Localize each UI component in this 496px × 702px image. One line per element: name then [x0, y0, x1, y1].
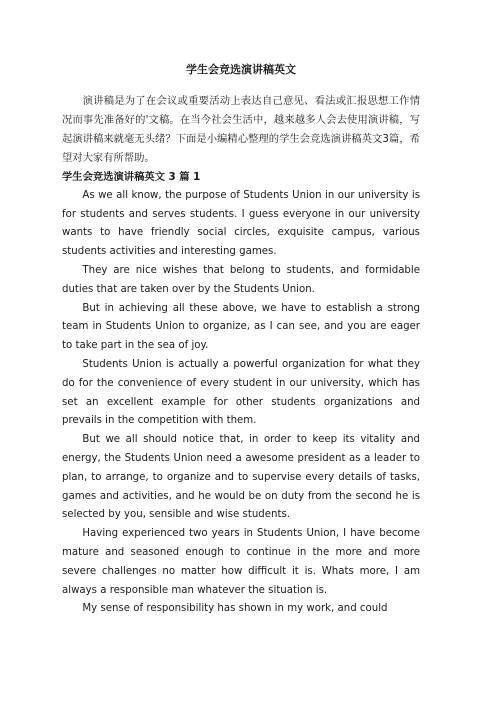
- body-paragraph: Having experienced two years in Students Union, I have become mature and seasoned enough to continue in the more and more severe challenges no matter how difficult it is. Whats more, I am always a responsible man whatever the situation is.: [62, 528, 420, 596]
- body-paragraph: They are nice wishes that belong to students, and formidable duties that are taken over by the Students Union.: [62, 264, 420, 295]
- body-paragraph: But in achieving all these above, we have to establish a strong team in Students Union to organize, as I can see, and you are eager to take part in the sea of joy.: [62, 302, 420, 352]
- body-paragraph: My sense of responsibility has shown in my work, and could: [82, 603, 388, 615]
- body-paragraph: But we all should notice that, in order to keep its vitality and energy, the Students Union need a awesome president as a leader to plan, to arrange, to organize and to supervise every details of tasks, games and activities, and he would be on duty from the second he is selected by you, sensible and wise students.: [62, 434, 420, 521]
- section-heading: 学生会竞选演讲稿英文 3 篇 1: [62, 171, 201, 183]
- document-page: [62, 62, 420, 619]
- body-paragraph: Students Union is actually a powerful organization for what they do for the convenience of every student in our university, which has set an excellent example for other students organizations and prevails in the competition with them.: [62, 358, 420, 427]
- document-title: 学生会竞选演讲稿英文: [186, 63, 296, 76]
- body-paragraph: As we all know, the purpose of Students Union in our university is for students and serves students. I guess everyone in our university wants to have friendly social circles, exquisite campus, various students activities and interesting games.: [62, 189, 420, 258]
- intro-paragraph: 演讲稿是为了在会议或重要活动上表达自己意见、看法或汇报思想工作情况而事先准备好的'文稿。在当今社会生活中，越来越多人会去使用演讲稿，写起演讲稿来就毫无头绪？下面是小编精心整理的学生会竞选演讲稿英文3篇，希望对大家有所帮助。: [62, 95, 420, 164]
